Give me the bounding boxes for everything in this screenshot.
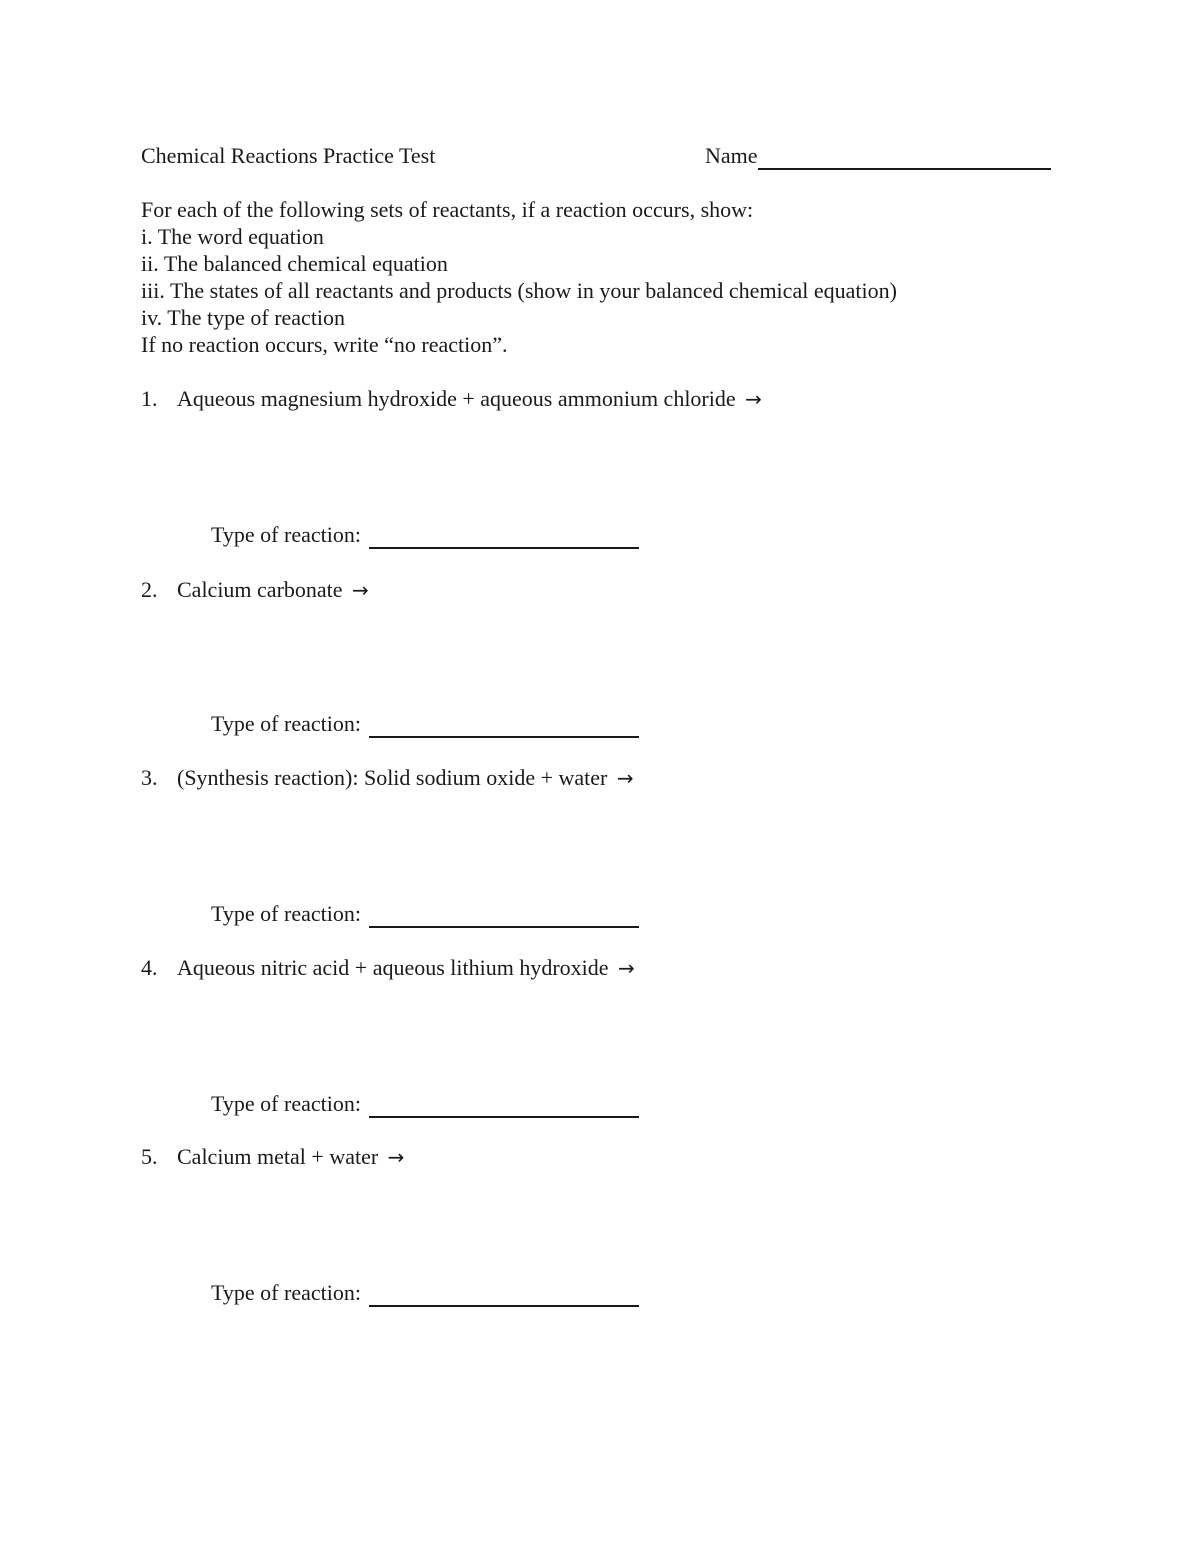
instruction-line: iii. The states of all reactants and products (show in your balanced chemical equation): [141, 278, 897, 303]
question-number: 3.: [141, 765, 158, 790]
question-5: [141, 1143, 404, 1171]
type-answer-line[interactable]: [369, 1090, 639, 1118]
right-arrow-icon: →: [745, 387, 762, 411]
right-arrow-icon: →: [352, 578, 369, 602]
type-of-reaction-4: [211, 1090, 639, 1118]
instructions: [141, 196, 897, 358]
instruction-line: iv. The type of reaction: [141, 305, 346, 330]
question-text: Calcium metal + water: [177, 1144, 379, 1169]
question-number: 4.: [141, 955, 158, 980]
type-of-reaction-2: [211, 710, 639, 738]
type-answer-line[interactable]: [369, 900, 639, 928]
type-answer-line[interactable]: [369, 521, 639, 549]
question-1: [141, 385, 762, 413]
type-answer-line[interactable]: [369, 1279, 639, 1307]
type-label: Type of reaction:: [211, 711, 361, 736]
right-arrow-icon: →: [387, 1145, 405, 1169]
question-3: [141, 764, 634, 792]
type-label: Type of reaction:: [211, 1091, 361, 1116]
type-of-reaction-5: [211, 1279, 639, 1307]
type-of-reaction-1: [211, 521, 639, 549]
type-answer-line[interactable]: [369, 710, 639, 738]
name-field-group: [705, 142, 1051, 170]
question-text: Aqueous magnesium hydroxide + aqueous ammonium chloride: [177, 386, 736, 411]
right-arrow-icon: →: [618, 956, 635, 980]
name-blank-line[interactable]: [758, 142, 1051, 170]
question-number: 1.: [141, 386, 158, 411]
question-4: [141, 954, 635, 982]
instruction-line: ii. The balanced chemical equation: [141, 251, 448, 276]
question-text: Calcium carbonate: [177, 577, 343, 602]
right-arrow-icon: →: [616, 766, 634, 790]
question-2: [141, 576, 369, 604]
type-of-reaction-3: [211, 900, 639, 928]
instruction-line: i. The word equation: [141, 224, 324, 249]
page-title: Chemical Reactions Practice Test: [141, 143, 436, 168]
type-label: Type of reaction:: [211, 901, 361, 926]
question-text: Aqueous nitric acid + aqueous lithium hydroxide: [177, 955, 609, 980]
instruction-line: For each of the following sets of reactants, if a reaction occurs, show:: [141, 197, 754, 222]
type-label: Type of reaction:: [211, 1280, 361, 1305]
instruction-line: If no reaction occurs, write “no reaction”.: [141, 332, 508, 357]
question-number: 2.: [141, 577, 158, 602]
name-label: Name: [705, 143, 758, 168]
question-number: 5.: [141, 1144, 158, 1169]
type-label: Type of reaction:: [211, 522, 361, 547]
question-text: (Synthesis reaction): Solid sodium oxide + water: [177, 765, 608, 790]
